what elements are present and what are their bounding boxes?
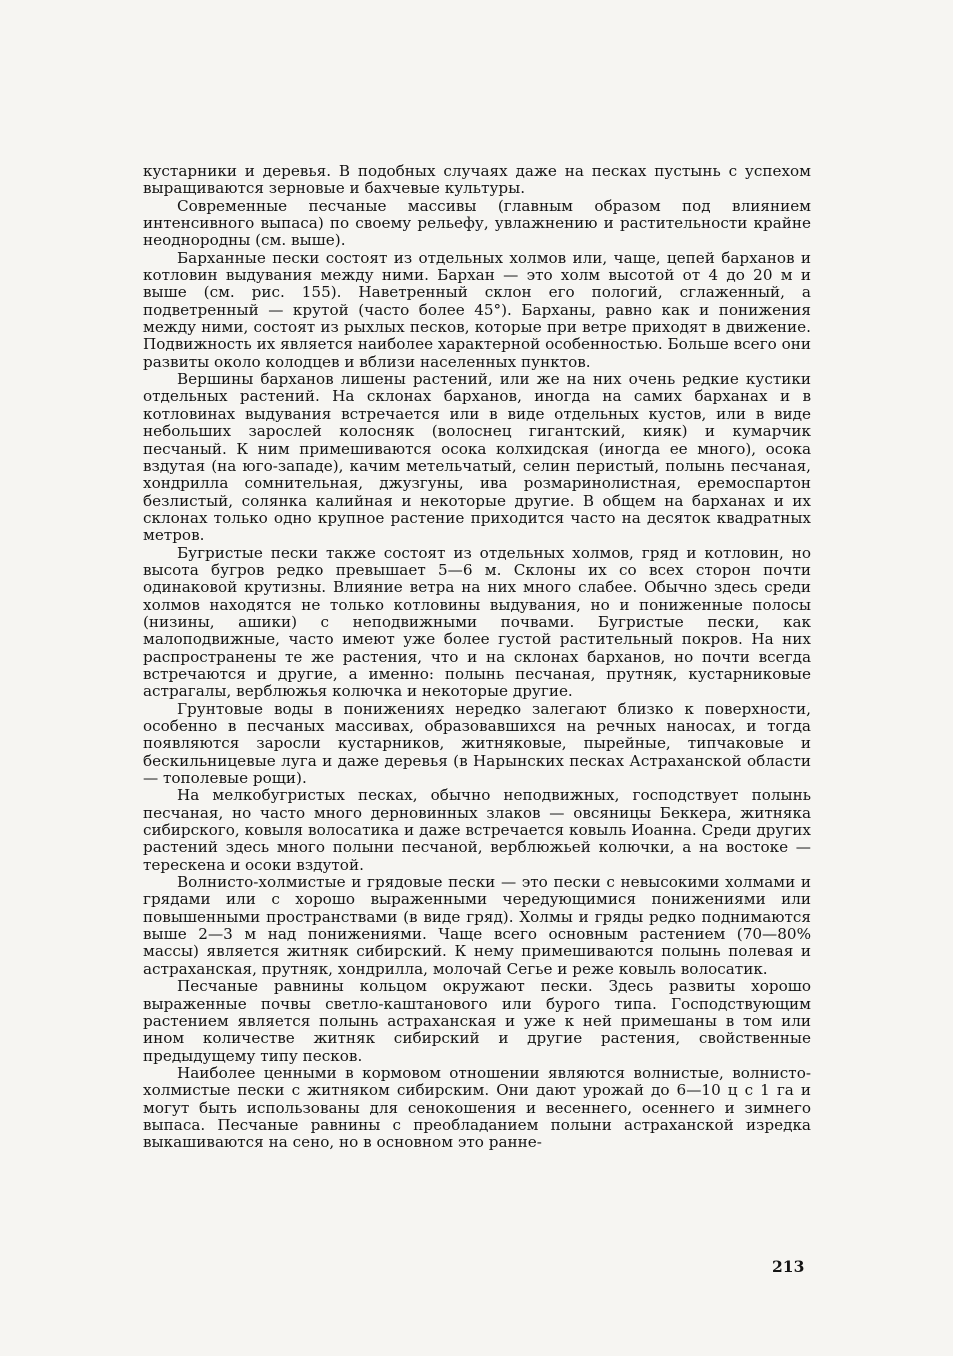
paragraph: На мелкобугристых песках, обычно неподвижных, господствует полынь песчаная, но часто много дерновинных злаков — овсяницы Беккера, житняка сибирского, ковыля волосатика и даже встречается ковыль Иоанна. Среди других растений здесь много полыни песчаной, верблюжьей колючки, а на востоке — терескена и осоки вздутой.	[143, 786, 811, 874]
page-number: 213	[772, 1257, 805, 1276]
paragraph: Современные песчаные массивы (главным образом под влиянием интенсивного выпаса) по своему рельефу, увлажнению и растительности крайне неоднородны (см. выше).	[143, 196, 811, 250]
paragraph: Вершины барханов лишены растений, или же на них очень редкие кустики отдельных растений. На склонах барханов, иногда на самих барханах и в котловинах выдувания встречается или в виде отдельных кустов, или в виде небольших зарослей колосняк (волоснец гигантский, кияк) и кумарчик песчаный. К ним примешиваются осока колхидская (иногда ее много), осока вздутая (на юго-западе), качим метельчатый, селин перистый, полынь песчаная, хондрилла сомнительная, джузгуны, ива розмаринолистная, еремоспартон безлистый, солянка калийная и некоторые другие. В общем на барханах и их склонах только одно крупное растение приходится часто на десяток квадратных метров.	[143, 370, 811, 545]
paragraph: Барханные пески состоят из отдельных холмов или, чаще, цепей барханов и котловин выдувания между ними. Бархан — это холм высотой от 4 до 20 м и выше (см. рис. 155). Наветренный склон его пологий, сглаженный, а подветренный — крутой (часто более 45°). Барханы, равно как и понижения между ними, состоят из рыхлых песков, которые при ветре приходят в движение. Подвижность их является наиболее характерной особенностью. Больше всего они развиты около колодцев и вблизи населенных пунктов.	[143, 248, 811, 371]
paragraph: Наиболее ценными в кормовом отношении являются волнистые, волнисто-холмистые пески с житняком сибирским. Они дают урожай до 6—10 ц с 1 га и могут быть использованы для сенокошения и весеннего, осеннего и зимнего выпаса. Песчаные равнины с преобладанием полыни астраханской изредка выкашиваются на сено, но в основном это ранне-	[143, 1063, 811, 1152]
paragraph: кустарники и деревья. В подобных случаях даже на песках пустынь с успехом выращиваются зерновые и бахчевые культуры.	[143, 162, 811, 198]
paragraph: Бугристые пески также состоят из отдельных холмов, гряд и котловин, но высота бугров редко превышает 5—6 м. Склоны их со всех сторон почти одинаковой крутизны. Влияние ветра на них много слабее. Обычно здесь среди холмов находятся не только котловины выдувания, но и пониженные полосы (низины, ашики) с неподвижными почвами. Бугристые пески, как малоподвижные, часто имеют уже более густой растительный покров. На них распространены те же растения, что и на склонах барханов, но почти всегда встречаются и другие, а именно: полынь песчаная, прутняк, кустарниковые астрагалы, верблюжья колючка и некоторые другие.	[143, 543, 811, 701]
paragraph: Грунтовые воды в понижениях нередко залегают близко к поверхности, особенно в песчаных массивах, образовавшихся на речных наносах, и тогда появляются заросли кустарников, житняковые, пырейные, типчаковые и бескильницевые луга и даже деревья (в Нарынских песках Астраханской области — тополевые рощи).	[143, 699, 811, 788]
body-text	[143, 163, 811, 1152]
paragraph: Песчаные равнины кольцом окружают пески. Здесь развиты хорошо выраженные почвы светло-каштанового или бурого типа. Господствующим растением является полынь астраханская и уже к ней примешаны в том или ином количестве житняк сибирский и другие растения, свойственные предыдущему типу песков.	[143, 977, 811, 1065]
paragraph: Волнисто-холмистые и грядовые пески — это пески с невысокими холмами и грядами или с хорошо выраженными чередующимися понижениями или повышенными пространствами (в виде гряд). Холмы и гряды редко поднимаются выше 2—3 м над понижениями. Чаще всего основным растением (70—80% массы) является житняк сибирский. К нему примешиваются полынь полевая и астраханская, прутняк, хондрилла, молочай Сегье и реже ковыль волосатик.	[143, 873, 811, 978]
